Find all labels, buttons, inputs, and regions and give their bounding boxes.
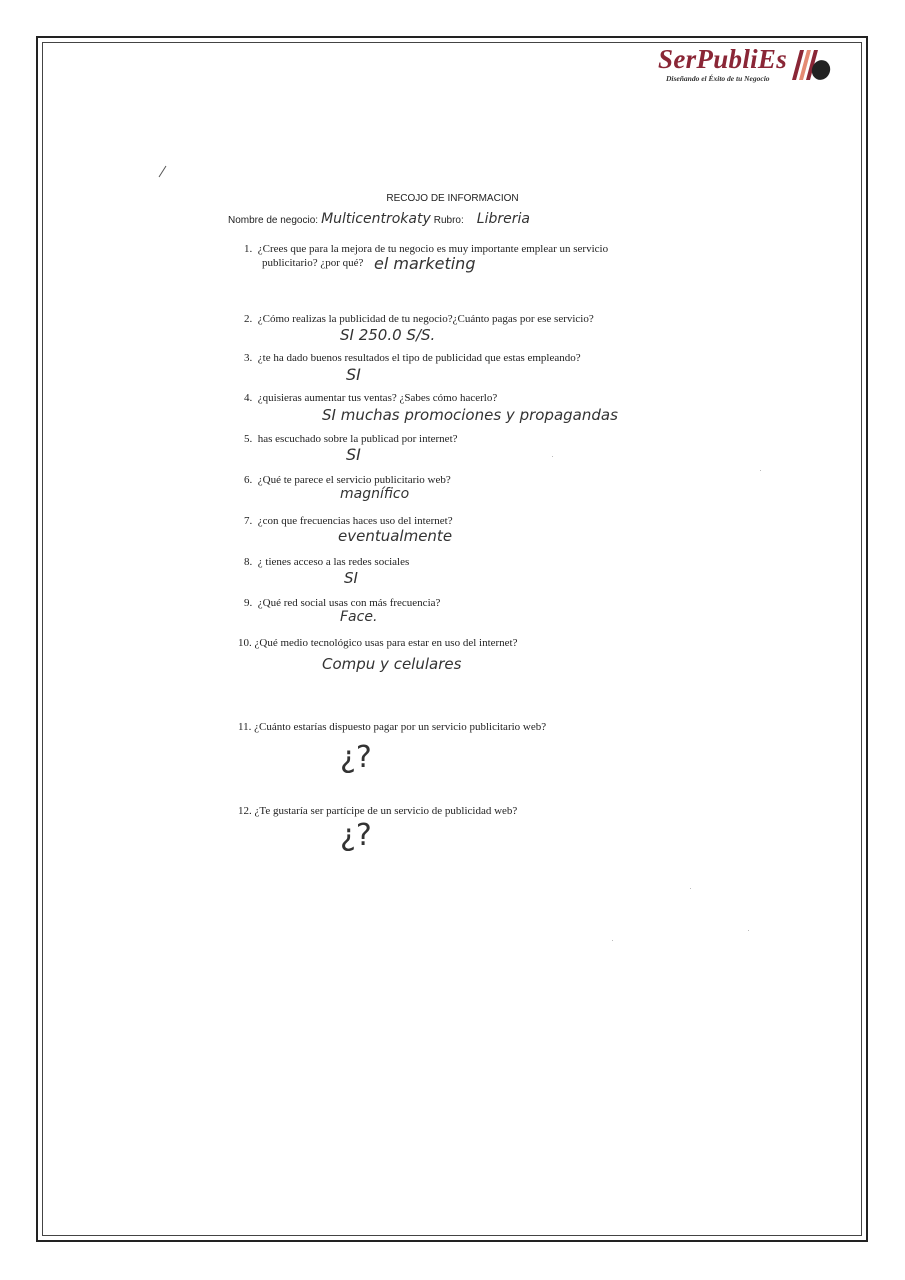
logo-wordmark: SerPubliEs	[658, 44, 788, 74]
form-title: RECOJO DE INFORMACION	[386, 193, 519, 204]
question-3: 3. ¿te ha dado buenos resultados el tipo de publicidad que estas empleando?	[244, 352, 581, 364]
logo-tagline: Diseñando el Éxito de tu Negocio	[666, 74, 770, 83]
business-name-value: Multicentrokaty	[321, 211, 431, 227]
rubro-value: Libreria	[476, 211, 530, 227]
answer-12: ¿?	[340, 818, 372, 853]
question-11: 11. ¿Cuánto estarías dispuesto pagar por un servicio publicitario web?	[238, 721, 547, 733]
logo-stripes-icon	[788, 44, 832, 84]
answer-8: SI	[344, 569, 358, 587]
answer-2: SI 250.0 S/S.	[340, 326, 436, 344]
question-7: 7. ¿con que frecuencias haces uso del internet?	[244, 515, 453, 527]
answer-6: magnífico	[340, 486, 410, 502]
question-2: 2. ¿Cómo realizas la publicidad de tu negocio?¿Cuánto pagas por ese servicio?	[244, 313, 594, 325]
question-1: 1. ¿Crees que para la mejora de tu negocio es muy importante emplear un servicio	[244, 243, 609, 255]
question-1-line-2: publicitario? ¿por qué?	[262, 257, 364, 269]
rubro-label: Rubro:	[433, 215, 464, 226]
scan-speck	[748, 930, 749, 931]
business-name-line	[228, 211, 530, 227]
question-8: 8. ¿ tienes acceso a las redes sociales	[244, 556, 410, 568]
scan-speck	[552, 456, 553, 457]
answer-1: el marketing	[374, 254, 476, 273]
answer-3: SI	[346, 365, 361, 384]
serpublies-logo	[656, 44, 836, 96]
answer-9: Face.	[340, 609, 378, 625]
answer-7: eventualmente	[338, 527, 453, 545]
scan-speck	[690, 888, 691, 889]
pen-mark-icon	[157, 164, 169, 178]
question-10: 10. ¿Qué medio tecnológico usas para estar en uso del internet?	[238, 637, 518, 649]
question-9: 9. ¿Qué red social usas con más frecuencia?	[244, 597, 441, 609]
question-5: 5. has escuchado sobre la publicad por internet?	[244, 433, 458, 445]
answer-10: Compu y celulares	[322, 655, 462, 673]
question-6: 6. ¿Qué te parece el servicio publicitario web?	[244, 474, 451, 486]
question-4: 4. ¿quisieras aumentar tus ventas? ¿Sabes cómo hacerlo?	[244, 392, 498, 404]
scan-speck	[760, 470, 761, 471]
answer-5: SI	[346, 445, 361, 464]
scan-speck	[612, 940, 613, 941]
business-name-label: Nombre de negocio:	[228, 215, 319, 226]
answer-4: SI muchas promociones y propagandas	[322, 406, 618, 424]
answer-11: ¿?	[340, 740, 372, 775]
question-12: 12. ¿Te gustaría ser partícipe de un servicio de publicidad web?	[238, 805, 518, 817]
